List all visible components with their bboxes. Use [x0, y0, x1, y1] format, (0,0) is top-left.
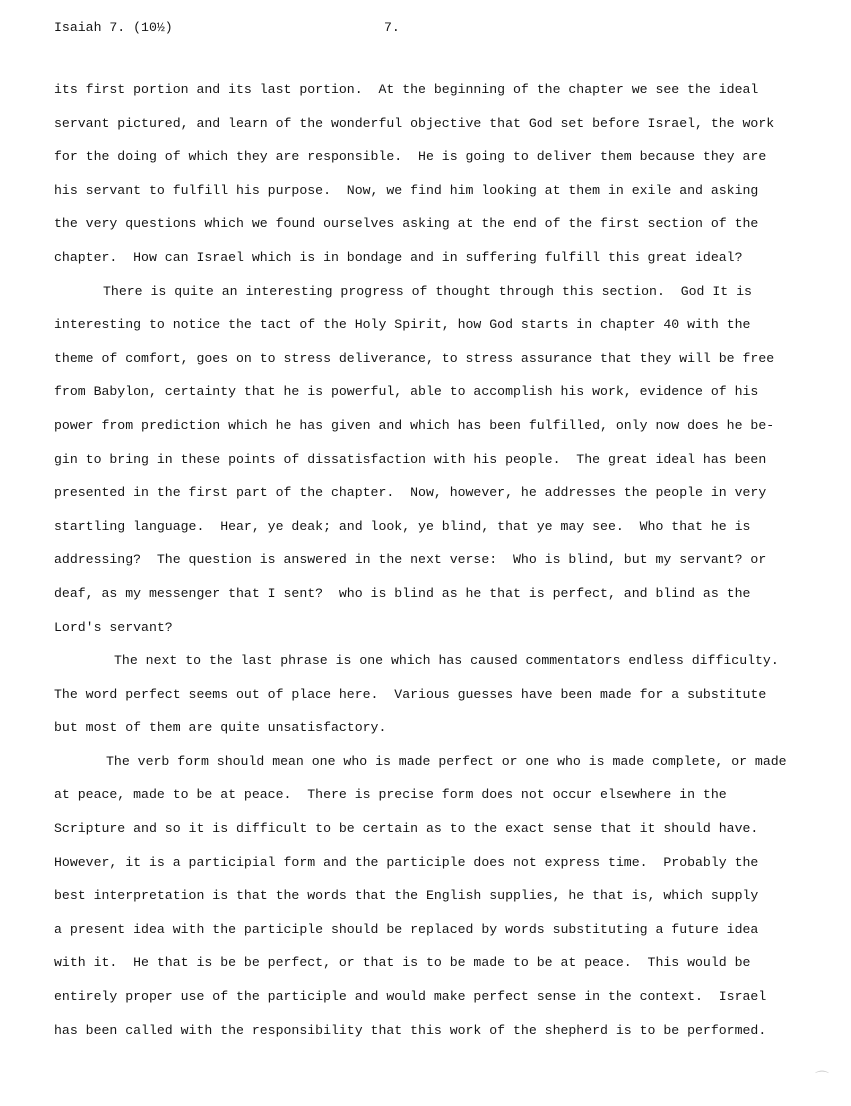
- text-line: The verb form should mean one who is made perfect or one who is made complete, or made: [106, 753, 787, 769]
- text-line: However, it is a participial form and the participle does not express time. Probably the: [54, 854, 759, 870]
- text-line: his servant to fulfill his purpose. Now, we find him looking at them in exile and asking: [54, 182, 759, 198]
- text-line: deaf, as my messenger that I sent? who is blind as he that is perfect, and blind as the: [54, 585, 751, 601]
- text-line: interesting to notice the tact of the Holy Spirit, how God starts in chapter 40 with the: [54, 317, 751, 333]
- text-line: The next to the last phrase is one which has caused commentators endless difficulty.: [114, 653, 779, 669]
- text-line: startling language. Hear, ye deak; and look, ye blind, that ye may see. Who that he is: [54, 518, 751, 534]
- paragraph: [54, 282, 834, 652]
- text-line: with it. He that is be be perfect, or that is to be made to be at peace. This would be: [54, 955, 751, 971]
- document-body: [54, 80, 834, 1054]
- text-line: at peace, made to be at peace. There is precise form does not occur elsewhere in the: [54, 787, 727, 803]
- paragraph: [54, 80, 834, 282]
- text-line: best interpretation is that the words that the English supplies, he that is, which supply: [54, 888, 759, 904]
- text-line: Lord's servant?: [54, 619, 173, 635]
- text-line: There is quite an interesting progress of thought through this section. God It is: [103, 283, 752, 299]
- faint-handwritten-mark: ⌒: [815, 1071, 829, 1087]
- text-line: for the doing of which they are responsible. He is going to deliver them because they are: [54, 149, 767, 165]
- text-line: from Babylon, certainty that he is powerful, able to accomplish his work, evidence of his: [54, 384, 759, 400]
- text-line: servant pictured, and learn of the wonderful objective that God set before Israel, the work: [54, 115, 775, 131]
- paragraph: [54, 651, 834, 752]
- paragraph: [54, 752, 834, 1054]
- text-line: entirely proper use of the participle and would make perfect sense in the context. Israel: [54, 989, 767, 1005]
- text-line: Scripture and so it is difficult to be certain as to the exact sense that it should have.: [54, 821, 759, 837]
- text-line: gin to bring in these points of dissatisfaction with his people. The great ideal has been: [54, 451, 767, 467]
- text-line: The word perfect seems out of place here. Various guesses have been made for a substitute: [54, 686, 767, 702]
- text-line: a present idea with the participle should be replaced by words substituting a future idea: [54, 921, 759, 937]
- text-line: the very questions which we found ourselves asking at the end of the first section of the: [54, 216, 759, 232]
- page-header: [54, 20, 814, 40]
- text-line: theme of comfort, goes on to stress deliverance, to stress assurance that they will be free: [54, 350, 775, 366]
- text-line: chapter. How can Israel which is in bondage and in suffering fulfill this great ideal?: [54, 249, 743, 265]
- text-line: presented in the first part of the chapter. Now, however, he addresses the people in very: [54, 485, 767, 501]
- page-number: 7.: [384, 20, 400, 35]
- text-line: but most of them are quite unsatisfactory.: [54, 720, 387, 736]
- text-line: has been called with the responsibility that this work of the shepherd is to be performed.: [54, 1022, 767, 1038]
- text-line: addressing? The question is answered in the next verse: Who is blind, but my servant? or: [54, 552, 767, 568]
- text-line: power from prediction which he has given and which has been fulfilled, only now does he be-: [54, 417, 775, 433]
- text-line: its first portion and its last portion. At the beginning of the chapter we see the ideal: [54, 82, 759, 97]
- document-title: Isaiah 7. (10½): [54, 20, 173, 35]
